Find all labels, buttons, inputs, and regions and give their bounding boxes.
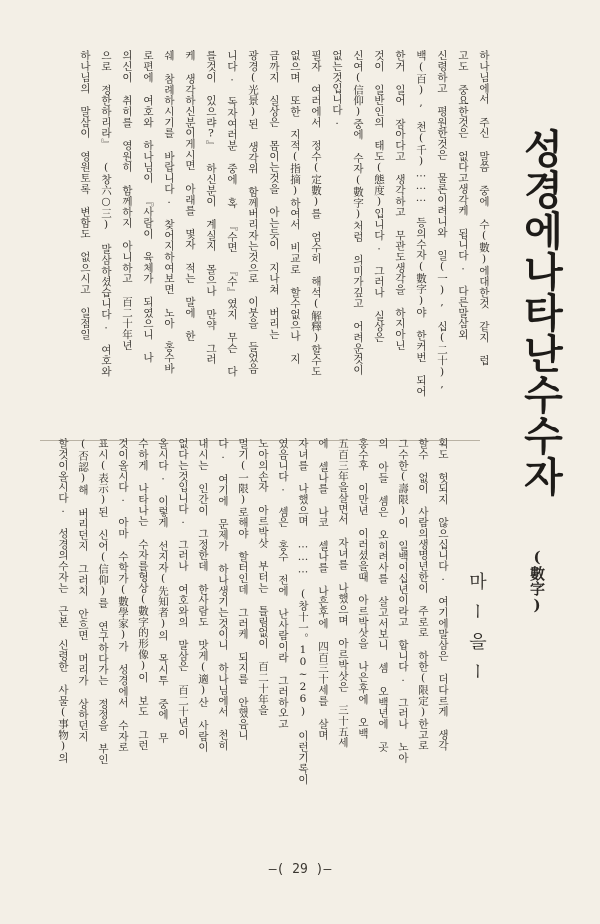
text-column: 의 아들 셈은 오히려사를 살고서보니 셈 오백년에 곳 <box>377 438 389 753</box>
text-column: 니다. 독자여러분 중에 혹 『수면 『수』였지 무슨 다 <box>226 50 238 377</box>
text-column: 홍수후 이만년 이러셨을때 아르박삿을 나은후에 오백 <box>357 438 369 739</box>
text-column: (否認)해 버리던지 그러치 안흐면 머리가 상하던지 <box>77 438 89 742</box>
author-byline: 마ー을ー <box>466 572 487 692</box>
text-column: 다. 여기에 문제가 하나생기는것이니 하나님에서 천히 <box>217 438 229 751</box>
text-column: 내시는 인간이 그정한데 한사람도 맛게(適)산 사람이 <box>197 438 209 753</box>
text-column: 노아의손자 아르박삿 부터는 틀림없이 百二十年을 <box>257 438 269 716</box>
text-column: 없는것입니다. <box>331 50 343 128</box>
text-column: 하나님의 말삼이 영원토록 변함도 없으시고 일점일 <box>79 50 91 340</box>
text-column: 멀기(一限)로해야 할터인데 그러케 되지를 안했음니 <box>237 438 249 740</box>
text-column: 였음니다. 셈은 홍수 전에 난사람이라 그러하오고 <box>277 438 289 730</box>
text-column: 하나님에서 주신 말씀 중에 수(數)에대한것 같지 럽 <box>478 50 490 366</box>
text-column: 백(百), 천(千)……… 등의수자(數字)야 한커번 되어 <box>415 50 427 397</box>
text-column: 그수한(壽限)이 일백이십년이라고 합니다. 그러나 노아 <box>397 438 409 764</box>
text-column: 광경(光景)된 생각위 함께버리자는것으로 이붓을 들었음 <box>247 50 259 374</box>
text-column: 자녀를 나했으며 ……… (창十一。10~26) 이런기록이 <box>297 438 309 785</box>
text-column: 고도 중요한것은 없다고생각케 됩니다. 다른말삼외 <box>457 50 469 340</box>
text-column: 로편에 여호와 하나님이 『사람이 육체가 되였으니 나 <box>142 50 154 363</box>
text-column: 으로 정한하리라』 (창六○三) 말삼하셨습니다. 여호와 <box>100 50 112 377</box>
article-subtitle: (數字) <box>528 548 546 614</box>
text-column: 한거 일어 잠아다고 생각하고 무관도생각을 하지아닌 <box>394 50 406 351</box>
text-column: 신여(信仰)중에 수자(數字)처럼 의미가깊고 어려운것이 <box>352 50 364 376</box>
text-column: 케 생각하신분이게시면 아래를 몇자 적는 말에 한 <box>184 50 196 342</box>
text-column: 쉐 참례하시기를 바랍니다. 찾어지하여보면 노아 홍수바 <box>163 50 175 374</box>
text-column: 것이올시다. 아마 수학가(數學家)가 성경에서 수자로 <box>117 438 129 753</box>
page-number: —( 29 )— <box>268 862 332 877</box>
text-column: 올시다. 이렇게 선지자(先知者)의 목시투 중에 무 <box>157 438 169 743</box>
text-column: 금까지 실상은 몸이는것을 아는듯이 지나쳐 버리는 <box>268 50 280 340</box>
text-column: 없다는것입니다. 그러나 여호와의 말삼은 百二十년이 <box>177 438 189 739</box>
text-column: 할것이올시다. 성경의수자는 근본 신령한 사물(事物)의 <box>57 438 69 764</box>
text-column: 를것이 있으랴?』 하신분이 계실지 몰으나 만약 그러 <box>205 50 217 365</box>
text-column: 표시(表示)된 신어(信仰)를 연구하다가는 정정을 부인 <box>97 438 109 765</box>
text-column: 것이 일반인의 태도(態度)입니다. 그러나 실상은 <box>373 50 385 343</box>
text-column: 五百三年을살면서 자녀를 나했으며 아르박삿은 三十五세 <box>337 438 349 748</box>
text-column: 신령하고 평원한것은 물론이려니와 일(一), 십(二十), <box>436 50 448 391</box>
text-column: 획도 헛되지 않으십니다. 여기에말삼은 더다르게 생각 <box>437 438 449 751</box>
text-column: 없으며 또한 지적(指摘)하여서 비교로 할수없으나 지 <box>289 50 301 365</box>
article-title: 성경에나타난수수자 <box>517 128 564 497</box>
text-column: 수하게 나타나는 수자를형상(數字的形像)이 보도 그런 <box>137 438 149 751</box>
text-column: 의신이 취히를 영원히 함께하지 아니하고 百二十年년 <box>121 50 133 351</box>
text-column: 에 셀나를 나코 셀나를 나흔후에 四百三十세를 살며 <box>317 438 329 740</box>
text-column: 필자 여러에서 정수(定數)를 엄수히 해석(解釋)할수도 <box>310 50 322 377</box>
text-column: 할수 없이 사람의생명년한이 주로로 하한(限定)한고로 <box>417 438 429 751</box>
